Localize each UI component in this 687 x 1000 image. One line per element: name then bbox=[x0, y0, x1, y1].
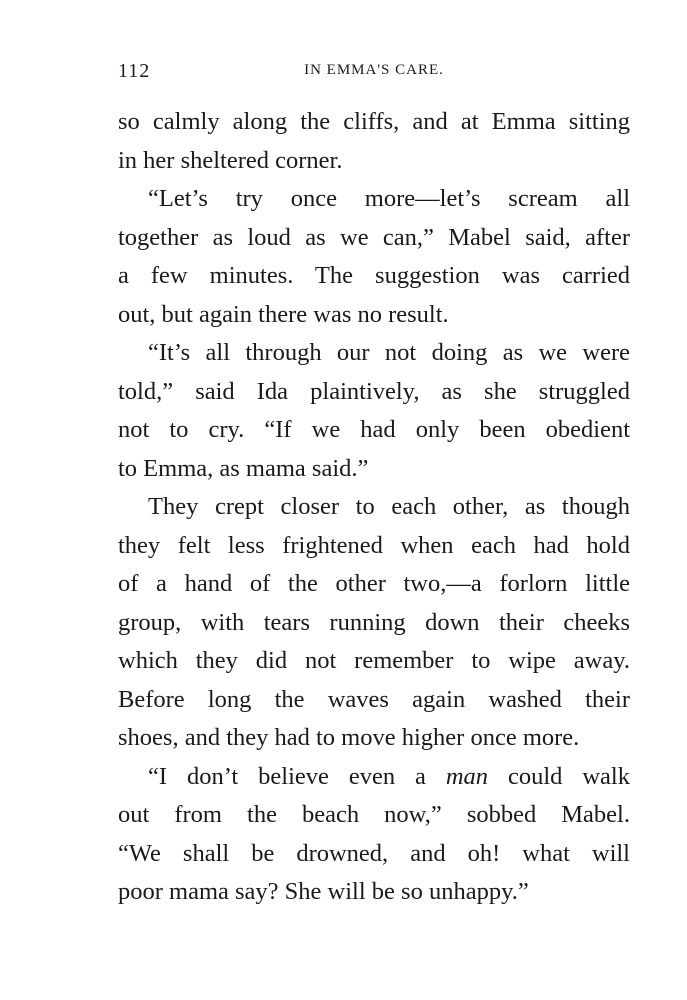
text-line: so calmly along the cliffs, and at Emma sitting bbox=[118, 108, 630, 135]
page-number: 112 bbox=[118, 60, 151, 82]
running-head bbox=[118, 60, 630, 86]
text-line: which they did not remember to wipe away. bbox=[118, 647, 630, 674]
text-line-with-italic bbox=[118, 758, 630, 797]
text-line: they felt less frightened when each had hold bbox=[118, 531, 630, 559]
text-fragment: could walk bbox=[508, 762, 630, 790]
text-line: “Let’s try once more—let’s scream all bbox=[148, 185, 630, 212]
body-text bbox=[118, 103, 630, 912]
text-line: not to cry. “If we had only been obedient bbox=[118, 416, 630, 443]
text-line: group, with tears running down their cheeks bbox=[118, 608, 630, 636]
text-line: poor mama say? She will be so unhappy.” bbox=[118, 878, 529, 905]
text-line: “It’s all through our not doing as we were bbox=[148, 339, 630, 366]
text-line: out from the beach now,” sobbed Mabel. bbox=[118, 801, 630, 828]
text-line: in her sheltered corner. bbox=[118, 146, 343, 174]
text-line: shoes, and they had to move higher once more. bbox=[118, 724, 580, 751]
text-line: to Emma, as mama said.” bbox=[118, 454, 369, 482]
text-line: “We shall be drowned, and oh! what will bbox=[118, 839, 630, 867]
text-fragment: “I don’t believe even a bbox=[148, 762, 426, 790]
text-line: of a hand of the other two,—a forlorn little bbox=[118, 570, 630, 597]
text-line: together as loud as we can,” Mabel said, after bbox=[118, 223, 630, 251]
text-line: a few minutes. The suggestion was carried bbox=[118, 262, 630, 289]
text-line: out, but again there was no result. bbox=[118, 300, 449, 328]
text-line: Before long the waves again washed their bbox=[118, 685, 630, 713]
text-line: told,” said Ida plaintively, as she struggled bbox=[118, 377, 630, 405]
italic-word: man bbox=[445, 762, 489, 790]
text-line: They crept closer to each other, as though bbox=[148, 493, 630, 520]
running-title: IN EMMA'S CARE. bbox=[304, 62, 444, 78]
